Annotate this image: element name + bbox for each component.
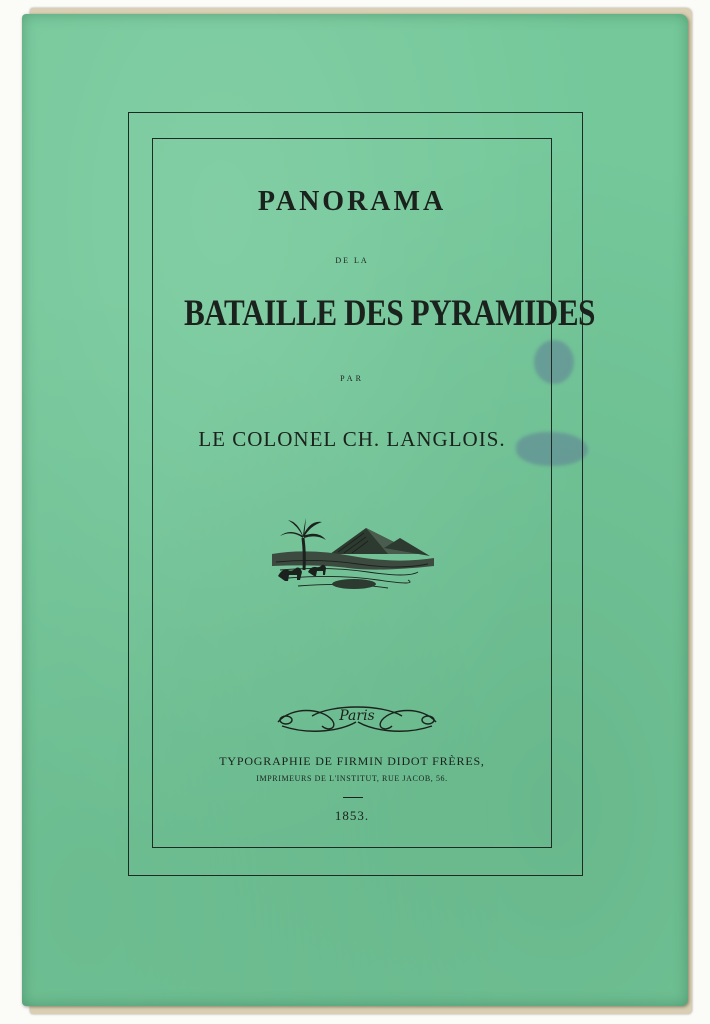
cover-title: PANORAMA <box>257 186 447 217</box>
cover-printer-detail: IMPRIMEURS DE L'INSTITUT, RUE JACOB, 56. <box>256 774 448 783</box>
cover-year: 1853. <box>334 808 370 823</box>
cover-city: Paris <box>339 708 375 724</box>
cover-subject: BATAILLE DES PYRAMIDES <box>184 293 595 334</box>
cover-author: LE COLONEL CH. LANGLOIS. <box>198 427 506 451</box>
pyramids-vignette-icon <box>268 514 436 600</box>
cover-connector: DE LA <box>335 256 369 265</box>
inner-border-frame <box>152 138 595 848</box>
short-rule <box>343 797 363 798</box>
cover-by: PAR <box>340 374 364 383</box>
cover-printer: TYPOGRAPHIE DE FIRMIN DIDOT FRÈRES, <box>219 754 485 768</box>
